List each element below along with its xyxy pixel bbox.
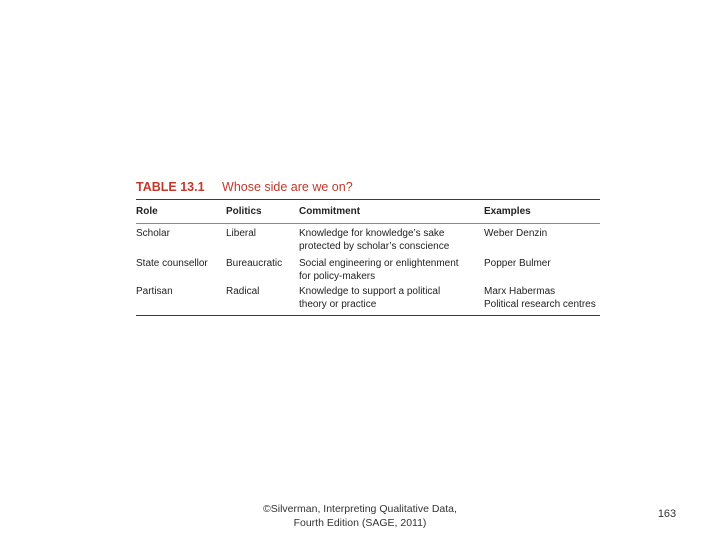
row-2-commitment [299, 258, 459, 283]
row-1-commitment [299, 228, 449, 253]
header-examples: Examples [484, 206, 531, 217]
row-3-commitment-line-2: theory or practice [299, 298, 377, 310]
row-1-commitment-line-1: Knowledge for knowledge’s sake [299, 228, 445, 239]
row-1-commitment-line-2: protected by scholar’s conscience [299, 240, 450, 252]
row-2-role: State counsellor [136, 258, 208, 269]
row-1-politics: Liberal [226, 228, 257, 239]
footer-credit [230, 502, 490, 530]
table-caption [136, 180, 353, 194]
row-3-examples-line-1: Marx Habermas [484, 286, 556, 297]
row-2-examples-line-1: Popper Bulmer [484, 258, 551, 269]
footer-credit-line-1: ©Silverman, Interpreting Qualitative Data, [263, 503, 457, 515]
footer-credit-line-2: Fourth Edition (SAGE, 2011) [293, 517, 427, 529]
table-title: Whose side are we on? [222, 180, 353, 194]
row-3-examples-line-2: Political research centres [484, 298, 596, 310]
page-number: 163 [657, 508, 677, 520]
header-commitment: Commitment [299, 206, 361, 217]
row-3-examples [484, 286, 596, 311]
row-3-role: Partisan [136, 286, 173, 297]
header-politics: Politics [226, 206, 262, 217]
header-role: Role [136, 206, 158, 217]
table-header-rule [136, 223, 600, 224]
row-1-role: Scholar [136, 228, 170, 239]
row-2-commitment-line-1: Social engineering or enlightenment [299, 258, 459, 269]
row-3-politics: Radical [226, 286, 260, 297]
row-3-commitment [299, 286, 440, 311]
table-bottom-rule [136, 315, 600, 316]
row-2-politics: Bureaucratic [226, 258, 283, 269]
row-2-commitment-line-2: for policy-makers [299, 270, 376, 282]
row-2-examples [484, 258, 551, 271]
row-3-commitment-line-1: Knowledge to support a political [299, 286, 441, 297]
row-1-examples [484, 228, 547, 241]
table-number: TABLE 13.1 [136, 180, 205, 194]
row-1-examples-line-1: Weber Denzin [484, 228, 548, 239]
table-top-rule [136, 199, 600, 200]
